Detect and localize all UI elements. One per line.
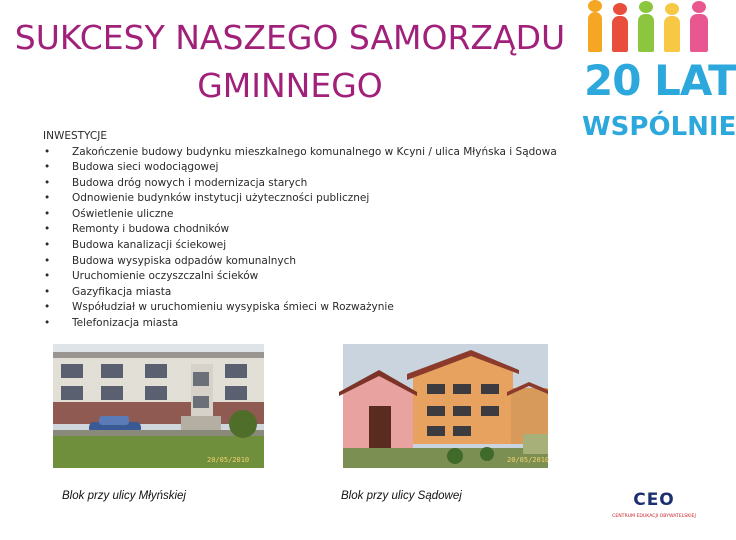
photo-sadowa-caption: Blok przy ulicy Sądowej	[341, 490, 462, 502]
anniversary-logo	[580, 0, 736, 160]
bullet-marker: •	[44, 254, 51, 267]
investment-item-text: Odnowienie budynków instytucji użyteczności publicznej	[72, 192, 370, 205]
bullet-marker: •	[44, 270, 51, 283]
investment-list-item	[43, 300, 573, 316]
photo-mlynska	[53, 344, 264, 468]
logo-figure-red	[612, 16, 628, 52]
investment-list-item	[43, 254, 573, 270]
bullet-marker: •	[44, 192, 51, 205]
photo-sadowa-date: 20/05/2010	[507, 456, 550, 464]
photo-mlynska-image	[53, 344, 264, 468]
photo-mlynska-caption: Blok przy ulicy Młyńskiej	[62, 490, 186, 502]
bullet-marker: •	[44, 176, 51, 189]
investment-item-text: Budowa dróg nowych i modernizacja starych	[72, 176, 308, 189]
photo-sadowa-image	[343, 344, 548, 468]
slide-content	[43, 129, 573, 332]
logo-figure-green	[638, 14, 654, 52]
investment-item-text: Budowa wysypiska odpadów komunalnych	[72, 254, 297, 267]
logo-figure-yellow	[664, 16, 680, 52]
logo-figure-red-head	[613, 3, 627, 15]
investment-list	[43, 145, 573, 332]
investment-list-item	[43, 207, 573, 223]
investment-item-text: Gazyfikacja miasta	[72, 285, 172, 298]
investment-list-item	[43, 222, 573, 238]
bullet-marker: •	[44, 223, 51, 236]
investment-item-text: Współudział w uruchomieniu wysypiska śmieci w Rozważynie	[72, 301, 394, 314]
bullet-marker: •	[44, 145, 51, 158]
logo-20-lat: 20 LAT	[584, 56, 736, 105]
section-heading: INWESTYCJE	[43, 130, 107, 142]
investment-list-item	[43, 316, 573, 332]
logo-wspolnie: WSPÓLNIE	[582, 112, 736, 142]
logo-figure-green-head	[639, 1, 653, 13]
ceo-logo-subtitle: CENTRUM EDUKACJI OBYWATELSKIEJ	[612, 514, 696, 519]
logo-figure-orange	[588, 12, 602, 52]
logo-figure-yellow-head	[665, 3, 679, 15]
bullet-marker: •	[44, 207, 51, 220]
slide-title: SUKCESY NASZEGO SAMORZĄDU GMINNEGO	[14, 18, 566, 105]
investment-item-text: Oświetlenie uliczne	[72, 207, 174, 220]
bullet-marker: •	[44, 285, 51, 298]
investment-item-text: Budowa kanalizacji ściekowej	[72, 239, 227, 252]
investment-item-text: Remonty i budowa chodników	[72, 223, 230, 236]
investment-list-item	[43, 238, 573, 254]
bullet-marker: •	[44, 317, 51, 330]
investment-item-text: Telefonizacja miasta	[72, 317, 179, 330]
photo-sadowa	[343, 344, 548, 468]
investment-list-item	[43, 145, 573, 161]
investment-list-item	[43, 176, 573, 192]
photo-mlynska-date: 20/05/2010	[207, 456, 250, 464]
bullet-marker: •	[44, 301, 51, 314]
ceo-logo	[598, 490, 710, 526]
ceo-logo-text: CEO	[633, 490, 675, 510]
investment-list-item	[43, 191, 573, 207]
investment-item-text: Budowa sieci wodociągowej	[72, 161, 219, 174]
logo-figure-pink	[690, 14, 708, 52]
investment-item-text: Zakończenie budowy budynku mieszkalnego komunalnego w Kcyni / ulica Młyńska i Sądowa	[72, 145, 557, 158]
investment-item-text: Uruchomienie oczyszczalni ścieków	[72, 270, 259, 283]
bullet-marker: •	[44, 161, 51, 174]
investment-list-item	[43, 285, 573, 301]
logo-figure-orange-head	[588, 0, 602, 12]
bullet-marker: •	[44, 239, 51, 252]
investment-list-item	[43, 269, 573, 285]
investment-list-item	[43, 160, 573, 176]
logo-figure-pink-head	[692, 1, 706, 13]
